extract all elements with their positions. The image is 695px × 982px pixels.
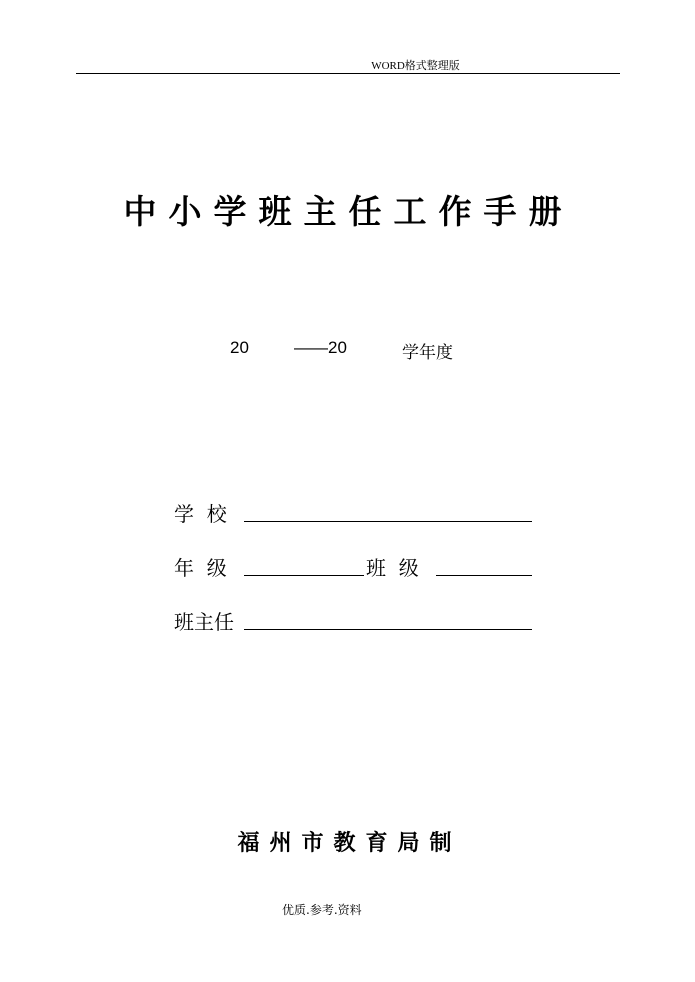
header-text: WORD格式整理版: [371, 60, 460, 72]
teacher-blank-line[interactable]: [244, 607, 532, 630]
document-title: 中小学班主任工作手册: [123, 192, 574, 231]
year-start: 20: [230, 338, 249, 357]
grade-label: 年 级: [174, 556, 227, 580]
header-rule: [76, 73, 620, 74]
year-end: ——20: [294, 338, 347, 357]
class-label: 班 级: [366, 556, 419, 580]
grade-blank-line[interactable]: [244, 553, 364, 576]
school-blank-line[interactable]: [244, 499, 532, 522]
school-year-line: [0, 338, 695, 362]
school-row: [0, 498, 695, 526]
grade-class-row: [0, 552, 695, 580]
teacher-row: [0, 606, 695, 634]
issuer-text: 福州市教育局制: [237, 830, 462, 856]
teacher-label: 班主任: [174, 610, 234, 634]
class-blank-line[interactable]: [436, 553, 532, 576]
footer-text: 优质.参考.资料: [282, 903, 362, 917]
year-label: 学年度: [402, 343, 453, 363]
school-label: 学 校: [174, 502, 227, 526]
